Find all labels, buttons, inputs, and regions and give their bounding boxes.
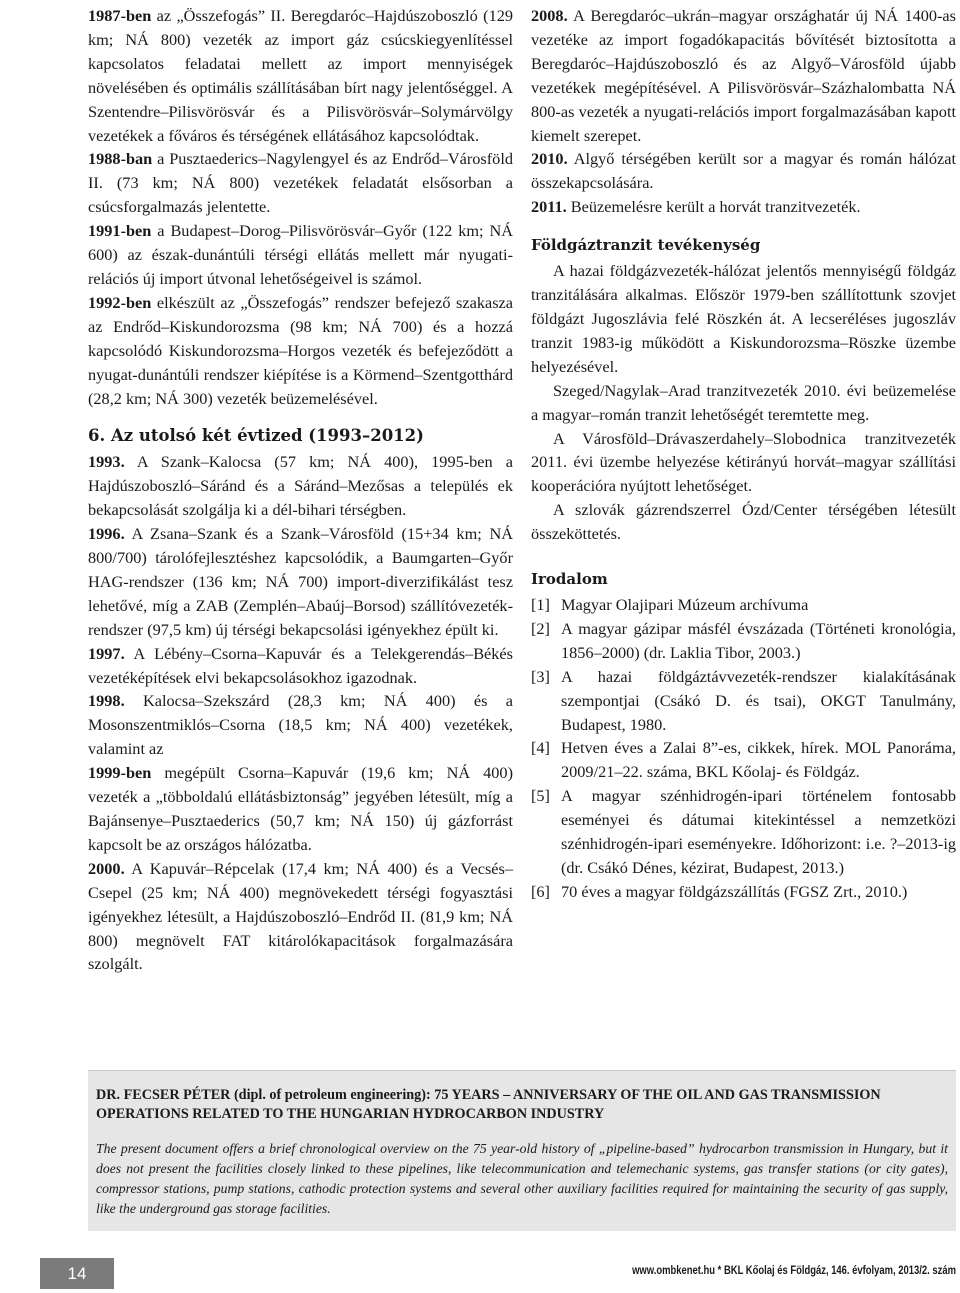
reference-text: A magyar szénhidrogén-ipari történelem fontosabb eseményei és dátumai kitekintéssel a nemzetközi szénhidrogén-ipari eseményekre. Időhorizont: i.e. ?–2013-ig (dr. Csákó Dénes, kézirat, Budapest, 2013.) <box>561 786 956 877</box>
reference-text: Hetven éves a Zalai 8”-es, cikkek, hírek. MOL Panoráma, 2009/21–22. száma, BKL Kőolaj- és Földgáz. <box>561 738 956 782</box>
paragraph-text: A Zsana–Szank és a Szank–Városföld (15+34 km; NÁ 800/700) tárolófejlesztéshez kapcsolódik, a Baumgarten–Győr HAG-rendszer (136 km; NÁ 700) import-diverzifikálást tesz lehetővé, míg a ZAB (Zemplén–Abaúj–Borsod) szállítóvezeték-rendszer (97,5 km) új térségi bekapcsolási igényekhez épült ki. <box>88 524 513 639</box>
reference-text: A hazai földgáztávvezeték-rendszer kialakításának szempontjai (Csákó D. és tsai), OKGT Tanulmány, Budapest, 1980. <box>561 666 956 734</box>
paragraph-1987 <box>88 4 513 147</box>
paragraph-text: A Kapuvár–Répcelak (17,4 km; NÁ 400) és a Vecsés–Csepel (25 km; NÁ 400) megnövekedett térségi fogyasztási igényekhez létesült, a Hajdúszoboszló–Endrőd II. (81,9 km; NÁ 800) megnövelt FAT kitárolókapacitások forgalmazására szolgált. <box>88 858 513 974</box>
transit-paragraph: A Városföld–Drávaszerdahely–Slobodnica tranzitvezeték 2011. évi üzembe helyezése kétirányú horvát–magyar szállítási kooperációra nyújtott lehetőséget. <box>531 428 956 496</box>
paragraph-1991 <box>88 219 513 291</box>
paragraph-1993 <box>88 450 513 522</box>
year-label: 1999-ben <box>88 763 152 783</box>
paragraph-2011 <box>531 195 956 219</box>
paragraph-text: Algyő térségében került sor a magyar és román hálózat összekapcsolására. <box>531 149 956 193</box>
year-label: 1992-ben <box>88 292 152 312</box>
reference-number: [6] <box>531 881 550 901</box>
reference-item <box>531 880 956 904</box>
paragraph-1998 <box>88 689 513 761</box>
reference-number: [1] <box>531 595 550 615</box>
reference-number: [4] <box>531 738 550 758</box>
abstract-heading: DR. FECSER PÉTER (dipl. of petroleum engineering): 75 YEARS – ANNIVERSARY OF THE OIL AND GAS TRANSMISSION OPERATIONS RELATED TO THE HUNGARIAN HYDROCARBON INDUSTRY <box>96 1087 881 1122</box>
paragraph-1997 <box>88 642 513 690</box>
paragraph-2010 <box>531 147 956 195</box>
year-label: 1998. <box>88 691 125 711</box>
year-label: 1993. <box>88 452 125 472</box>
reference-item <box>531 784 956 880</box>
paragraph-text: a Pusztaederics–Nagylengyel és az Endrőd–Városföld II. (73 km; NÁ 800) vezetékek feladatát elsősorban a csúcsforgalmazás jelentette. <box>88 149 513 217</box>
year-label: 1996. <box>88 524 125 544</box>
paragraph-text: a Budapest–Dorog–Pilisvörösvár–Győr (122 km; NÁ 600) az észak-dunántúli térségi ellátás mellett már nyugati-relációs új import útvonal lehetőségeivel is számol. <box>88 221 513 288</box>
reference-text: A magyar gázipar másfél évszázada (Történeti kronológia, 1856–2000) (dr. Laklia Tibor, 2003.) <box>561 618 956 662</box>
year-label: 2008. <box>531 6 568 25</box>
year-label: 2011. <box>531 197 567 217</box>
year-label: 1987-ben <box>88 6 152 25</box>
paragraph-text: az „Összefogás” II. Beregdaróc–Hajdúszoboszló (129 km; NÁ 800) vezeték az import gáz csúcskiegyenlítéssel kapcsolatos feladatai mellett az import mennyiségek növelésében és optimális szállításában bírt nagy jelentőséggel. A Szentendre–Pilisvörösvár és a Pilisvörösvár–Solymárvölgy vezetékek a főváros és térségének ellátásához kapcsolódtak. <box>88 6 513 145</box>
paragraph-1992 <box>88 291 513 411</box>
references-heading: Irodalom <box>531 570 608 589</box>
journal-footer: www.ombkenet.hu * BKL Kőolaj és Földgáz, 146. évfolyam, 2013/2. szám <box>632 1265 956 1277</box>
paragraph-text: Beüzemelésre került a horvát tranzitvezeték. <box>566 197 861 217</box>
section-heading: 6. Az utolsó két évtized (1993–2012) <box>88 426 424 446</box>
left-column <box>88 4 513 976</box>
paragraph-text: Kalocsa–Szekszárd (28,3 km; NÁ 400) és a Mosonszentmiklós–Csorna (18,5 km; NÁ 400) vezetékek, valamint az <box>88 691 513 759</box>
paragraph-2008 <box>531 4 956 147</box>
reference-item <box>531 736 956 784</box>
transit-paragraph: A szlovák gázrendszerrel Ózd/Center térségében létesült összeköttetés. <box>531 500 956 544</box>
year-label: 1991-ben <box>88 221 152 241</box>
paragraph-text: A Lébény–Csorna–Kapuvár és a Telekgerendás–Békés vezetéképítések elvi bekapcsolásokhoz igazodnak. <box>88 643 513 687</box>
page-number-label: 14 <box>67 1263 87 1283</box>
paragraph-text: A Szank–Kalocsa (57 km; NÁ 400), 1995-ben a Hajdúszoboszló–Sáránd és a Sáránd–Mezősas a település ek bekapcsolását szolgálja ki a dél-bihari térségben. <box>88 452 513 520</box>
paragraph-1988 <box>88 147 513 219</box>
reference-number: [5] <box>531 786 550 806</box>
paragraph-1999 <box>88 761 513 857</box>
reference-item <box>531 665 956 737</box>
reference-text: 70 éves a magyar földgázszállítás (FGSZ Zrt., 2010.) <box>561 881 908 901</box>
abstract-text: The present document offers a brief chronological overview on the 75 year-old history of „pipeline-based” hydrocarbon transmission in Hungary, but it does not present the facilities closely linked to these pipelines, like telecommunication and telemechanic systems, gas transfer stations (or city gates), compressor stations, pump stations, cathodic protection systems and several other auxiliary facilities required for maintaining the security of gas supply, like the underground gas storage facilities. <box>96 1141 948 1216</box>
paragraph-2000 <box>88 857 513 977</box>
paragraph-text: elkészült az „Összefogás” rendszer befejező szakasza az Endrőd–Kiskundorozsma (98 km; NÁ 700) és a hozzá kapcsolódó Kiskundorozsma–Horgos vezeték és befejeződött a nyugat-dunántúli rendszer kiépítése is a Körmend–Szentgotthárd (28,2 km; NÁ 300) vezeték beüzemelésével. <box>88 292 513 408</box>
page-number <box>40 1258 114 1289</box>
year-label: 2000. <box>88 858 125 878</box>
transit-heading: Földgáztranzit tevékenység <box>531 236 761 255</box>
reference-item <box>531 617 956 665</box>
paragraph-text: megépült Csorna–Kapuvár (19,6 km; NÁ 400) vezeték a „többoldalú ellátásbiztonság” jegyében létesült, míg a Bajánsenye–Pusztaederics (50,7 km; NÁ 150) új gázforrást kapcsolt be az országos hálózatba. <box>88 763 513 854</box>
reference-number: [3] <box>531 666 550 686</box>
paragraph-1996 <box>88 522 513 642</box>
year-label: 1988-ban <box>88 149 153 169</box>
transit-paragraph: Szeged/Nagylak–Arad tranzitvezeték 2010. évi beüzemelése a magyar–román tranzit lehetőségét teremtette meg. <box>531 380 956 424</box>
right-column <box>531 4 956 904</box>
reference-number: [2] <box>531 618 550 638</box>
reference-text: Magyar Olajipari Múzeum archívuma <box>561 595 809 615</box>
year-label: 1997. <box>88 643 125 663</box>
reference-item <box>531 593 956 617</box>
year-label: 2010. <box>531 149 568 169</box>
paragraph-text: A Beregdaróc–ukrán–magyar országhatár új NÁ 1400-as vezetéke az import fogadókapacitás bővítését biztosította a Beregdaróc–Hajdúszoboszló és az Algyő–Városföld újabb vezetékek megépítésével. A Pilisvörösvár–Százhalombatta NÁ 800-as vezeték a nyugati-relációs import forgalmazásában kapott kiemelt szerepet. <box>531 6 956 145</box>
transit-paragraph: A hazai földgázvezeték-hálózat jelentős mennyiségű földgáz tranzitálására alkalmas. Először 1979-ben szállítottunk szovjet földgázt Jugoszlávia felé Röszkén át. A lecseréléses jugoszláv tranzit 1983-ig működött a Kiskundorozsma–Röszke üzembe helyezésével. <box>531 261 956 376</box>
reference-list <box>531 593 956 904</box>
